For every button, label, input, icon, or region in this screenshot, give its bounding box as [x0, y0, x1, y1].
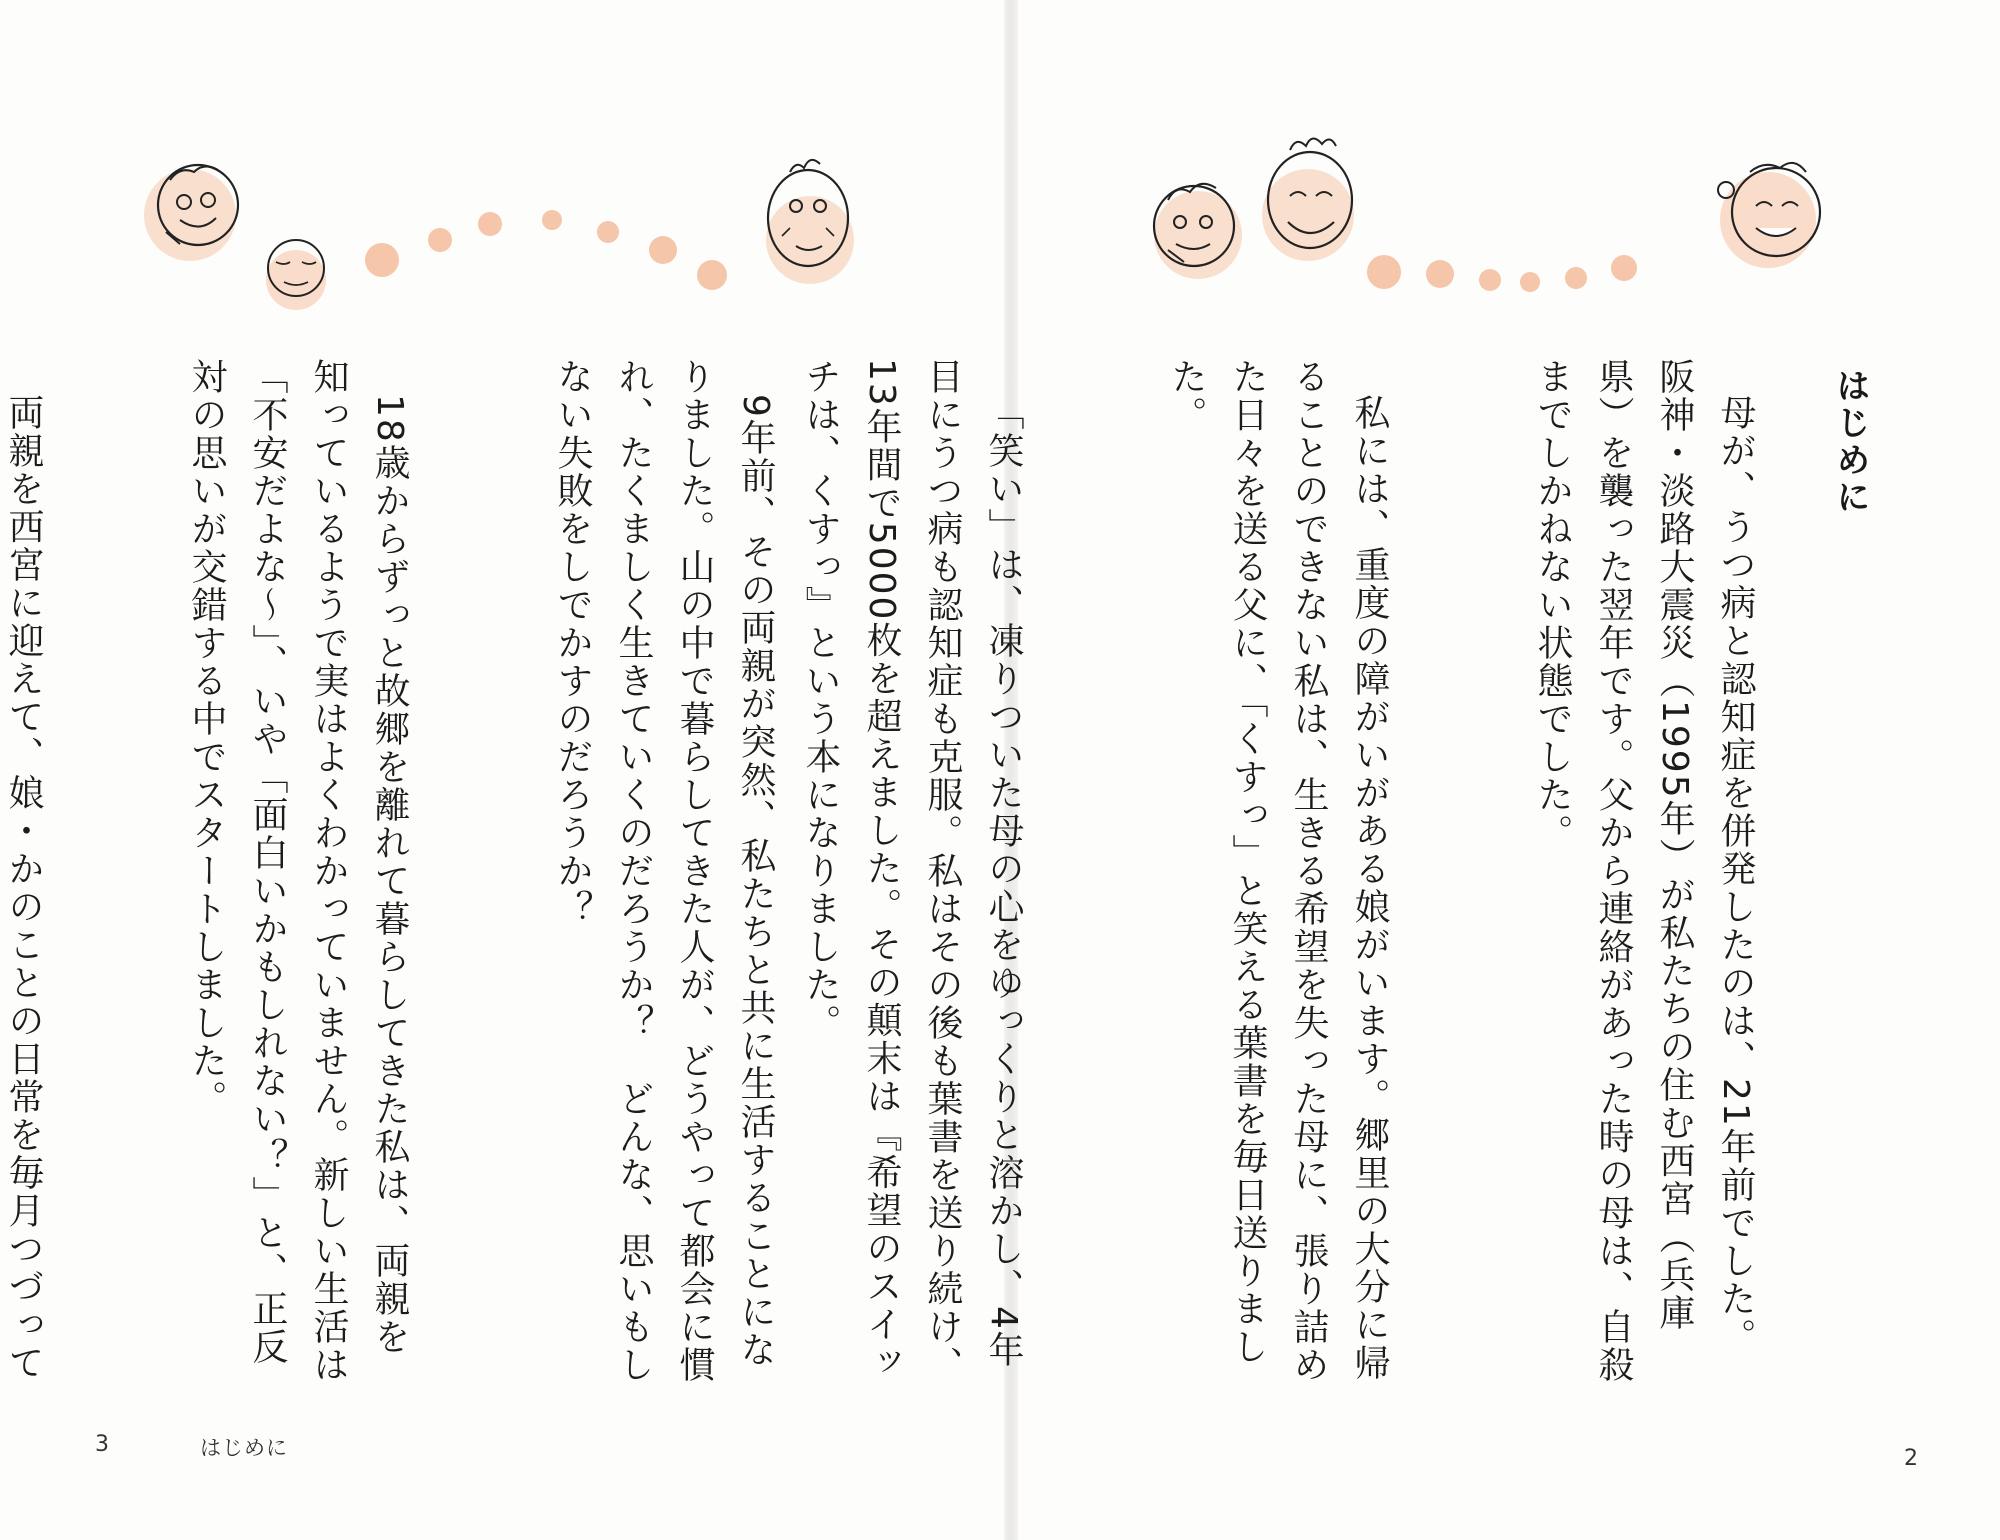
left-face-illustration [0, 0, 1004, 320]
paragraph: 両親を西宮に迎えて、娘・かのことの日常を毎月つづって [3, 394, 44, 1382]
dot-trail [1367, 255, 1637, 292]
paragraph: 18歳からずっと故郷を離れて暮らしてきた私は、両親を知っているようで実はよくわかっていません。新しい生活は「不安だよな〜」、いや「面白いかもしれない？」と、正反対の思いが交錯する中でスタートしました。 [186, 358, 410, 1384]
page-number: 2 [1904, 1446, 1918, 1471]
face-illustration [266, 240, 326, 310]
dot-trail [365, 210, 727, 290]
face-illustration [144, 165, 238, 261]
right-page-body [800, 358, 1888, 1388]
chapter-heading: はじめに [1830, 368, 1870, 516]
face-illustration [1154, 184, 1242, 279]
paragraph: 私には、重度の障がいがある娘がいます。郷里の大分に帰ることのできない私は、生きる希望を失った母に、張り詰めた日々を送る父に、「くすっ」と笑える葉書を毎日送りました。 [1166, 358, 1390, 1384]
paragraph: 9年前、その両親が突然、私たちと共に生活することになりました。山の中で暮らしてきた人が、どうやって都会に慣れ、たくましく生きていくのだろうか？ どんな、思いもしない失敗をしでかすのだろうか？ [552, 358, 776, 1384]
paragraph: 「笑い」は、凍りついた母の心をゆっくりと溶かし、4年目にうつ病も認知症も克服。私はその後も葉書を送り続け、13年間で5000枚を超えました。その顛末は『希望のスイッチは、くすっ』という本になりました。 [800, 358, 1024, 1384]
running-head: はじめに [200, 1436, 288, 1460]
paragraph: 母が、うつ病と認知症を併発したのは、21年前でした。阪神・淡路大震災（1995年）が私たちの住む西宮（兵庫県）を襲った翌年です。父から連絡があった時の母は、自殺までしかねない状態でした。 [1532, 358, 1756, 1384]
right-face-illustration [1018, 0, 2000, 320]
page-number: 3 [95, 1432, 109, 1457]
face-illustration [1718, 163, 1820, 268]
face-illustration [1262, 138, 1354, 261]
face-illustration [766, 160, 854, 284]
